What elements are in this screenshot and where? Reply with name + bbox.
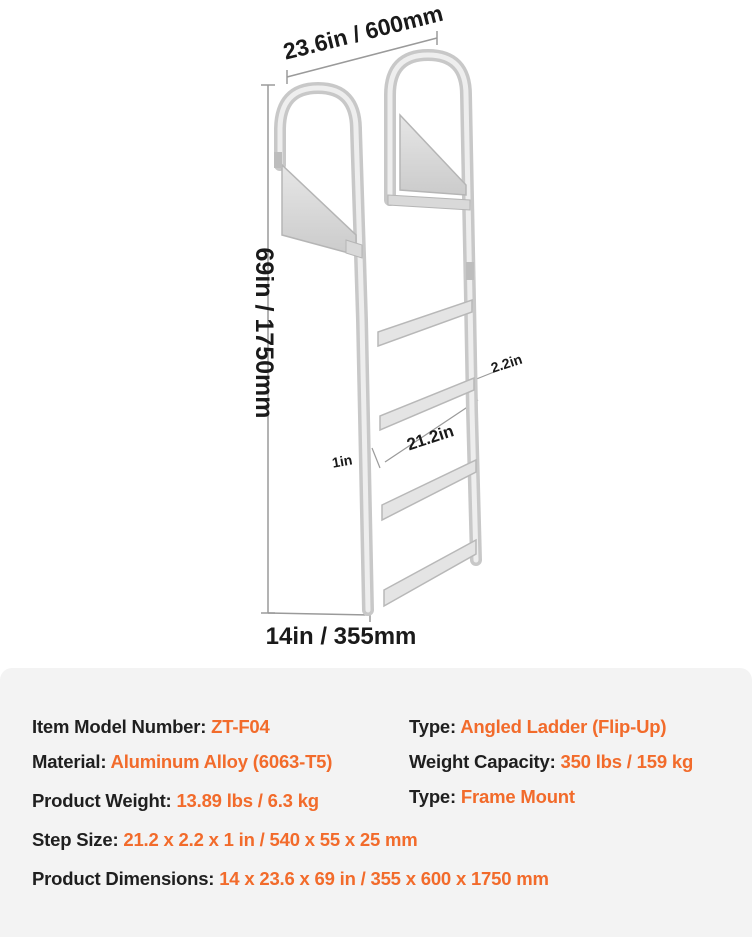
spec-type-mount-value: Frame Mount [460,786,575,807]
spec-capacity-value: 350 lbs / 159 kg [560,751,694,772]
spec-type-angled [409,715,666,739]
spec-material [32,750,332,774]
dimension-step-length-label: 21.2in [404,421,457,455]
ladder-left-plate [274,152,362,258]
spec-type-mount [409,785,575,809]
spec-model-value: ZT-F04 [211,716,270,737]
spec-type-angled-value: Angled Ladder (Flip-Up) [460,716,667,737]
spec-step-size-label: Step Size: [32,829,119,850]
dimension-base-label: 14in / 355mm [265,623,417,650]
dimension-line-base [268,608,370,622]
spec-weight [32,789,319,813]
dimension-step-depth-label: 2.2in [488,350,525,376]
spec-dimensions [32,867,549,891]
spec-material-value: Aluminum Alloy (6063-T5) [110,751,333,772]
spec-step-size-value: 21.2 x 2.2 x 1 in / 540 x 55 x 25 mm [123,829,418,850]
spec-step-size [32,828,418,852]
spec-type-mount-label: Type: [409,786,456,807]
dimension-height-label: 69in / 1750mm [250,247,278,419]
spec-weight-label: Product Weight: [32,790,172,811]
ladder-step [382,460,476,520]
spec-material-label: Material: [32,751,107,772]
ladder-right-plate [388,115,470,210]
dimension-width-label: 23.6in / 600mm [280,0,446,65]
spec-weight-value: 13.89 lbs / 6.3 kg [176,790,319,811]
specs-panel [0,668,752,937]
spec-dimensions-label: Product Dimensions: [32,868,215,889]
ladder-step [378,300,472,346]
ladder-step [380,378,474,430]
spec-capacity [409,750,693,774]
spec-capacity-label: Weight Capacity: [409,751,556,772]
dimension-step-thickness-label: 1in [330,451,354,471]
spec-type-angled-label: Type: [409,716,456,737]
spec-model-label: Item Model Number: [32,716,207,737]
spec-dimensions-value: 14 x 23.6 x 69 in / 355 x 600 x 1750 mm [219,868,549,889]
ladder-left-rail [280,88,368,610]
ladder-steps [378,300,476,606]
spec-model [32,715,270,739]
ladder-step [384,540,476,606]
